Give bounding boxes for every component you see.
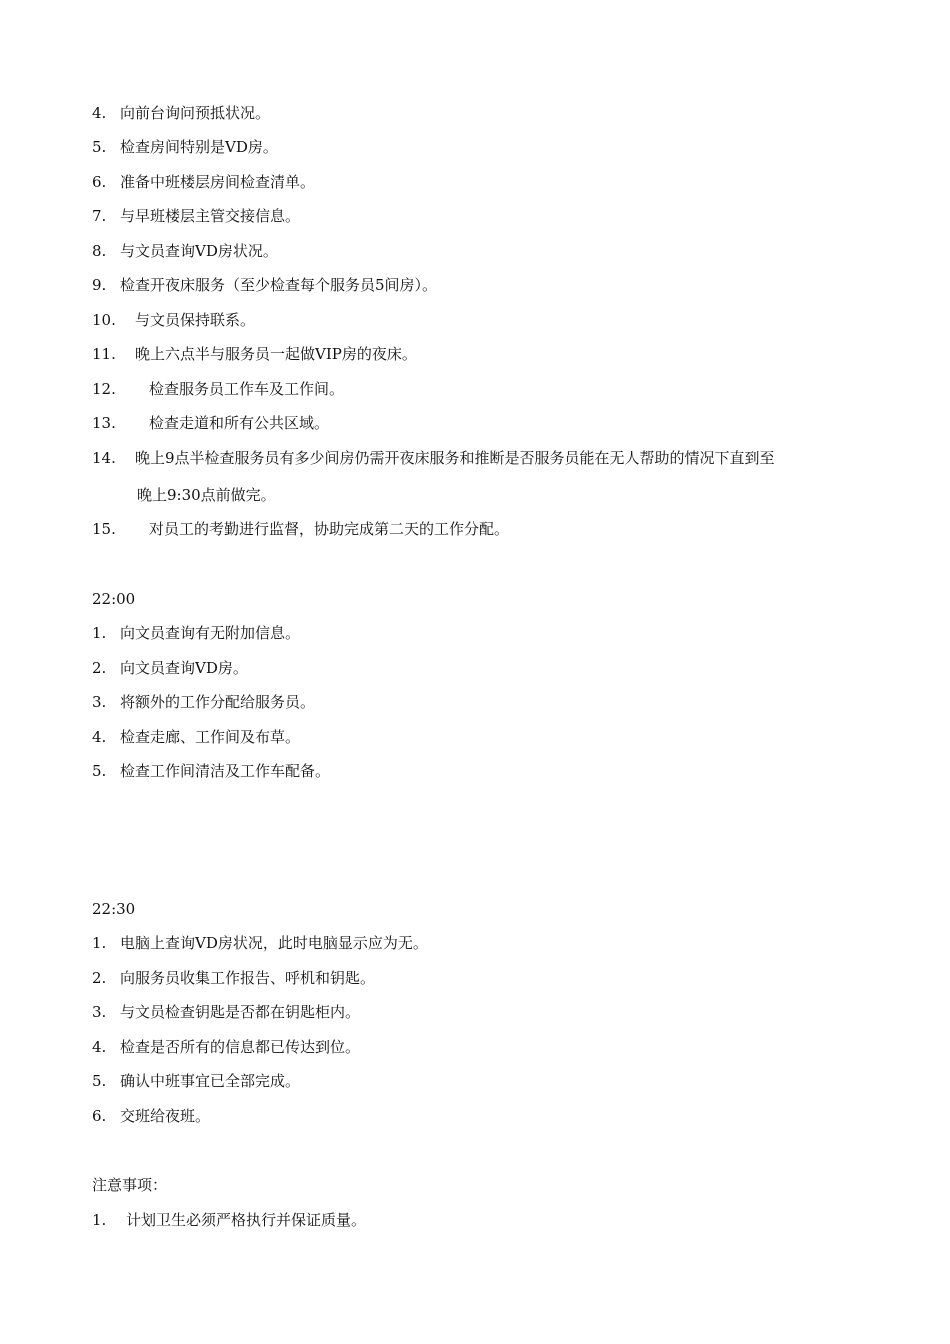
item-number: 2. (92, 969, 107, 987)
time-heading: 22:00 (92, 590, 136, 608)
item-text: 与文员检查钥匙是否都在钥匙柜内。 (120, 1003, 361, 1021)
item-text: 计划卫生必须严格执行并保证质量。 (126, 1211, 367, 1229)
list-item (92, 933, 428, 953)
item-number: 6. (92, 1107, 107, 1125)
item-text: 电脑上查询VD房状况，此时电脑显示应为无。 (120, 934, 428, 952)
item-text: 确认中班事宜已全部完成。 (120, 1072, 301, 1090)
item-number: 5. (92, 762, 107, 780)
item-text: 向前台询问预抵状况。 (120, 104, 271, 122)
item-number: 3. (92, 693, 107, 711)
list-item (92, 448, 775, 468)
item-text: 检查走道和所有公共区域。 (149, 414, 330, 432)
item-text: 向文员查询有无附加信息。 (120, 624, 301, 642)
item-text: 对员工的考勤进行监督，协助完成第二天的工作分配。 (149, 520, 510, 538)
item-text: 晚上六点半与服务员一起做VIP房的夜床。 (135, 345, 417, 363)
time-heading: 22:30 (92, 900, 136, 918)
list-item (92, 692, 315, 712)
list-item (92, 310, 255, 330)
list-item (92, 103, 270, 123)
list-item (92, 379, 344, 399)
notes-title: 注意事项： (92, 1176, 168, 1194)
item-number: 1. (92, 624, 107, 642)
item-text: 向文员查询VD房。 (120, 659, 248, 677)
list-item (92, 1210, 366, 1230)
list-item (92, 137, 278, 157)
item-number: 5. (92, 1072, 107, 1090)
item-number: 4. (92, 1038, 107, 1056)
list-item (92, 1037, 360, 1057)
list-item (92, 1002, 360, 1022)
item-text: 检查服务员工作车及工作间。 (149, 380, 345, 398)
item-number: 9. (92, 276, 107, 294)
item-text: 检查工作间清洁及工作车配备。 (120, 762, 331, 780)
list-item (92, 727, 300, 747)
item-number: 12. (92, 380, 116, 398)
item-number: 4. (92, 104, 107, 122)
item-text: 交班给夜班。 (120, 1107, 211, 1125)
item-number: 4. (92, 728, 107, 746)
list-item (92, 206, 300, 226)
item-text: 将额外的工作分配给服务员。 (120, 693, 316, 711)
item-text: 检查是否所有的信息都已传达到位。 (120, 1038, 361, 1056)
item-text: 与文员保持联系。 (135, 311, 256, 329)
list-item (92, 275, 437, 295)
item-text: 检查房间特别是VD房。 (120, 138, 278, 156)
list-item (92, 172, 315, 192)
list-item (92, 623, 300, 643)
item-text: 向服务员收集工作报告、呼机和钥匙。 (120, 969, 376, 987)
item-number: 2. (92, 659, 107, 677)
list-item (92, 658, 248, 678)
item-number: 1. (92, 1211, 107, 1229)
item-number: 3. (92, 1003, 107, 1021)
item-text: 与早班楼层主管交接信息。 (120, 207, 301, 225)
list-item (92, 761, 330, 781)
list-item (92, 241, 278, 261)
item-text: 与文员查询VD房状况。 (120, 242, 278, 260)
item-number: 10. (92, 311, 116, 329)
list-item (92, 968, 375, 988)
list-item-continuation: 晚上9:30点前做完。 (137, 486, 276, 504)
list-item (92, 519, 509, 539)
list-item (92, 1071, 300, 1091)
item-number: 5. (92, 138, 107, 156)
item-text: 检查开夜床服务（至少检查每个服务员5间房）。 (120, 276, 438, 294)
item-number: 14. (92, 449, 116, 467)
item-number: 8. (92, 242, 107, 260)
item-number: 15. (92, 520, 116, 538)
item-text: 检查走廊、工作间及布草。 (120, 728, 301, 746)
list-item (92, 413, 329, 433)
list-item (92, 344, 417, 364)
item-number: 1. (92, 934, 107, 952)
item-number: 13. (92, 414, 116, 432)
item-number: 6. (92, 173, 107, 191)
item-text: 准备中班楼层房间检查清单。 (120, 173, 316, 191)
item-text: 晚上9点半检查服务员有多少间房仍需开夜床服务和推断是否服务员能在无人帮助的情况下直到至 (135, 449, 775, 467)
item-number: 11. (92, 345, 116, 363)
item-number: 7. (92, 207, 107, 225)
list-item (92, 1106, 210, 1126)
